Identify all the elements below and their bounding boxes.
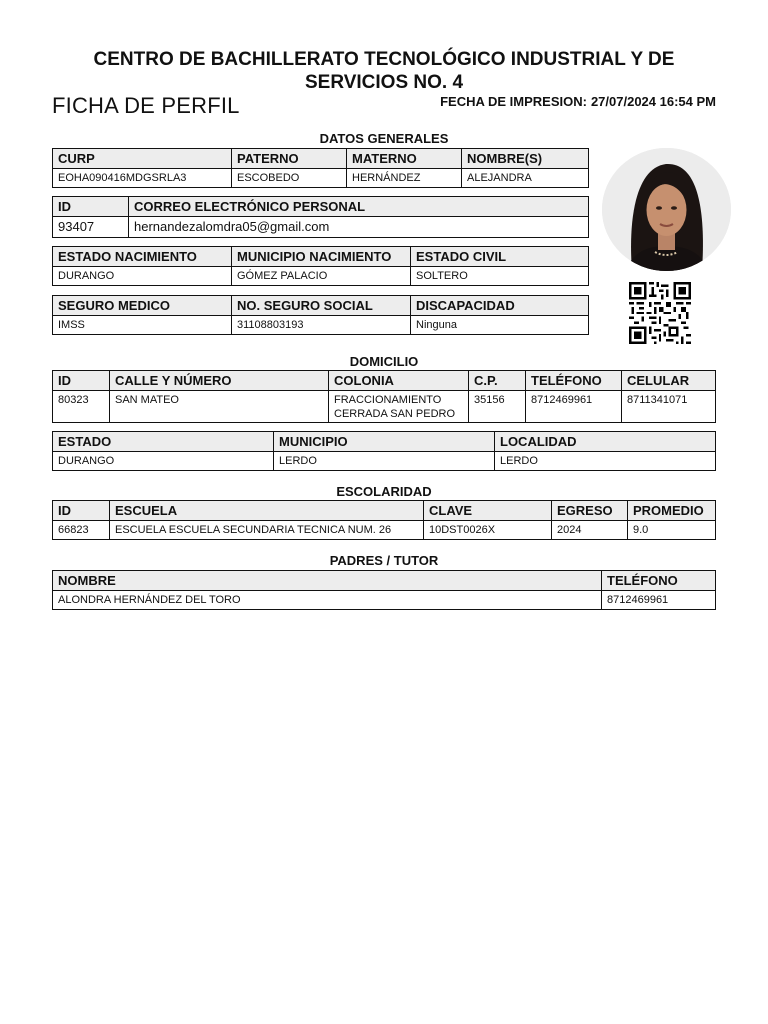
header-escuela: ESCUELA: [110, 501, 424, 521]
table-address: [52, 370, 716, 423]
table-header-row: [53, 371, 716, 391]
section-title-datos-generales: DATOS GENERALES: [319, 131, 449, 146]
table-row: [53, 267, 589, 286]
header-localidad: LOCALIDAD: [495, 432, 716, 452]
value-estado-civil: SOLTERO: [411, 267, 589, 286]
value-curp: EOHA090416MDGSRLA3: [53, 169, 232, 188]
header-clave: CLAVE: [424, 501, 552, 521]
print-date: [440, 94, 716, 109]
qr-code-icon: [627, 282, 693, 344]
value-email: hernandezalomdra05@gmail.com: [129, 217, 589, 238]
document-title: FICHA DE PERFIL: [52, 93, 240, 118]
value-estado: DURANGO: [53, 452, 274, 471]
header-tutor-nombre: NOMBRE: [53, 571, 602, 591]
table-row: [53, 316, 589, 335]
value-localidad: LERDO: [495, 452, 716, 471]
table-health: [52, 295, 589, 335]
header-estado: ESTADO: [53, 432, 274, 452]
value-celular: 8711341071: [622, 391, 716, 423]
table-header-row: [53, 149, 589, 169]
value-escuela-id: 66823: [53, 521, 110, 540]
header-calle: CALLE Y NÚMERO: [110, 371, 329, 391]
header-seguro-medico: SEGURO MEDICO: [53, 296, 232, 316]
table-header-row: [53, 501, 716, 521]
value-calle: SAN MATEO: [110, 391, 329, 423]
section-title-padres: PADRES / TUTOR: [329, 553, 439, 568]
header-egreso: EGRESO: [552, 501, 628, 521]
value-escuela: ESCUELA ESCUELA SECUNDARIA TECNICA NUM. 26: [110, 521, 424, 540]
header-municipio: MUNICIPIO: [274, 432, 495, 452]
table-row: [53, 391, 716, 423]
header-nombres: NOMBRE(S): [462, 149, 589, 169]
value-seguro-medico: IMSS: [53, 316, 232, 335]
header-discapacidad: DISCAPACIDAD: [411, 296, 589, 316]
table-identity: [52, 148, 589, 188]
table-guardian: [52, 570, 716, 610]
header-domicilio-id: ID: [53, 371, 110, 391]
value-clave: 10DST0026X: [424, 521, 552, 540]
value-nombres: ALEJANDRA: [462, 169, 589, 188]
header-materno: MATERNO: [347, 149, 462, 169]
value-materno: HERNÁNDEZ: [347, 169, 462, 188]
header-tutor-telefono: TELÉFONO: [602, 571, 716, 591]
header-estado-nacimiento: ESTADO NACIMIENTO: [53, 247, 232, 267]
header-colonia: COLONIA: [329, 371, 469, 391]
student-photo: [602, 148, 731, 271]
header-telefono: TELÉFONO: [526, 371, 622, 391]
table-birth: [52, 246, 589, 286]
table-row: [53, 169, 589, 188]
value-paterno: ESCOBEDO: [232, 169, 347, 188]
header-cp: C.P.: [469, 371, 526, 391]
table-row: [53, 521, 716, 540]
section-title-domicilio: DOMICILIO: [349, 354, 419, 369]
table-header-row: [53, 197, 589, 217]
value-tutor-nombre: ALONDRA HERNÁNDEZ DEL TORO: [53, 591, 602, 610]
header-paterno: PATERNO: [232, 149, 347, 169]
section-title-escolaridad: ESCOLARIDAD: [336, 484, 432, 499]
header-email: CORREO ELECTRÓNICO PERSONAL: [129, 197, 589, 217]
table-row: [53, 591, 716, 610]
table-header-row: [53, 296, 589, 316]
header-seguro-social: NO. SEGURO SOCIAL: [232, 296, 411, 316]
table-location: [52, 431, 716, 471]
value-egreso: 2024: [552, 521, 628, 540]
table-header-row: [53, 247, 589, 267]
value-colonia: FRACCIONAMIENTO CERRADA SAN PEDRO: [329, 391, 469, 423]
print-date-value: 27/07/2024 16:54 PM: [590, 94, 716, 109]
header-celular: CELULAR: [622, 371, 716, 391]
value-municipio: LERDO: [274, 452, 495, 471]
header-promedio: PROMEDIO: [628, 501, 716, 521]
value-tutor-telefono: 8712469961: [602, 591, 716, 610]
institution-name: CENTRO DE BACHILLERATO TECNOLÓGICO INDUSTRIAL Y DE SERVICIOS NO. 4: [93, 49, 675, 93]
value-seguro-social: 31108803193: [232, 316, 411, 335]
header-curp: CURP: [53, 149, 232, 169]
header-estado-civil: ESTADO CIVIL: [411, 247, 589, 267]
print-date-label: FECHA DE IMPRESION:: [440, 94, 587, 109]
value-municipio-nacimiento: GÓMEZ PALACIO: [232, 267, 411, 286]
table-schooling: [52, 500, 716, 540]
table-row: [53, 217, 589, 238]
header-id: ID: [53, 197, 129, 217]
table-header-row: [53, 571, 716, 591]
header-municipio-nacimiento: MUNICIPIO NACIMIENTO: [232, 247, 411, 267]
value-estado-nacimiento: DURANGO: [53, 267, 232, 286]
value-cp: 35156: [469, 391, 526, 423]
value-domicilio-id: 80323: [53, 391, 110, 423]
value-discapacidad: Ninguna: [411, 316, 589, 335]
portrait-image: [602, 148, 731, 271]
header-escuela-id: ID: [53, 501, 110, 521]
value-id: 93407: [53, 217, 129, 238]
table-header-row: [53, 432, 716, 452]
value-telefono: 8712469961: [526, 391, 622, 423]
table-contact: [52, 196, 589, 238]
table-row: [53, 452, 716, 471]
value-promedio: 9.0: [628, 521, 716, 540]
